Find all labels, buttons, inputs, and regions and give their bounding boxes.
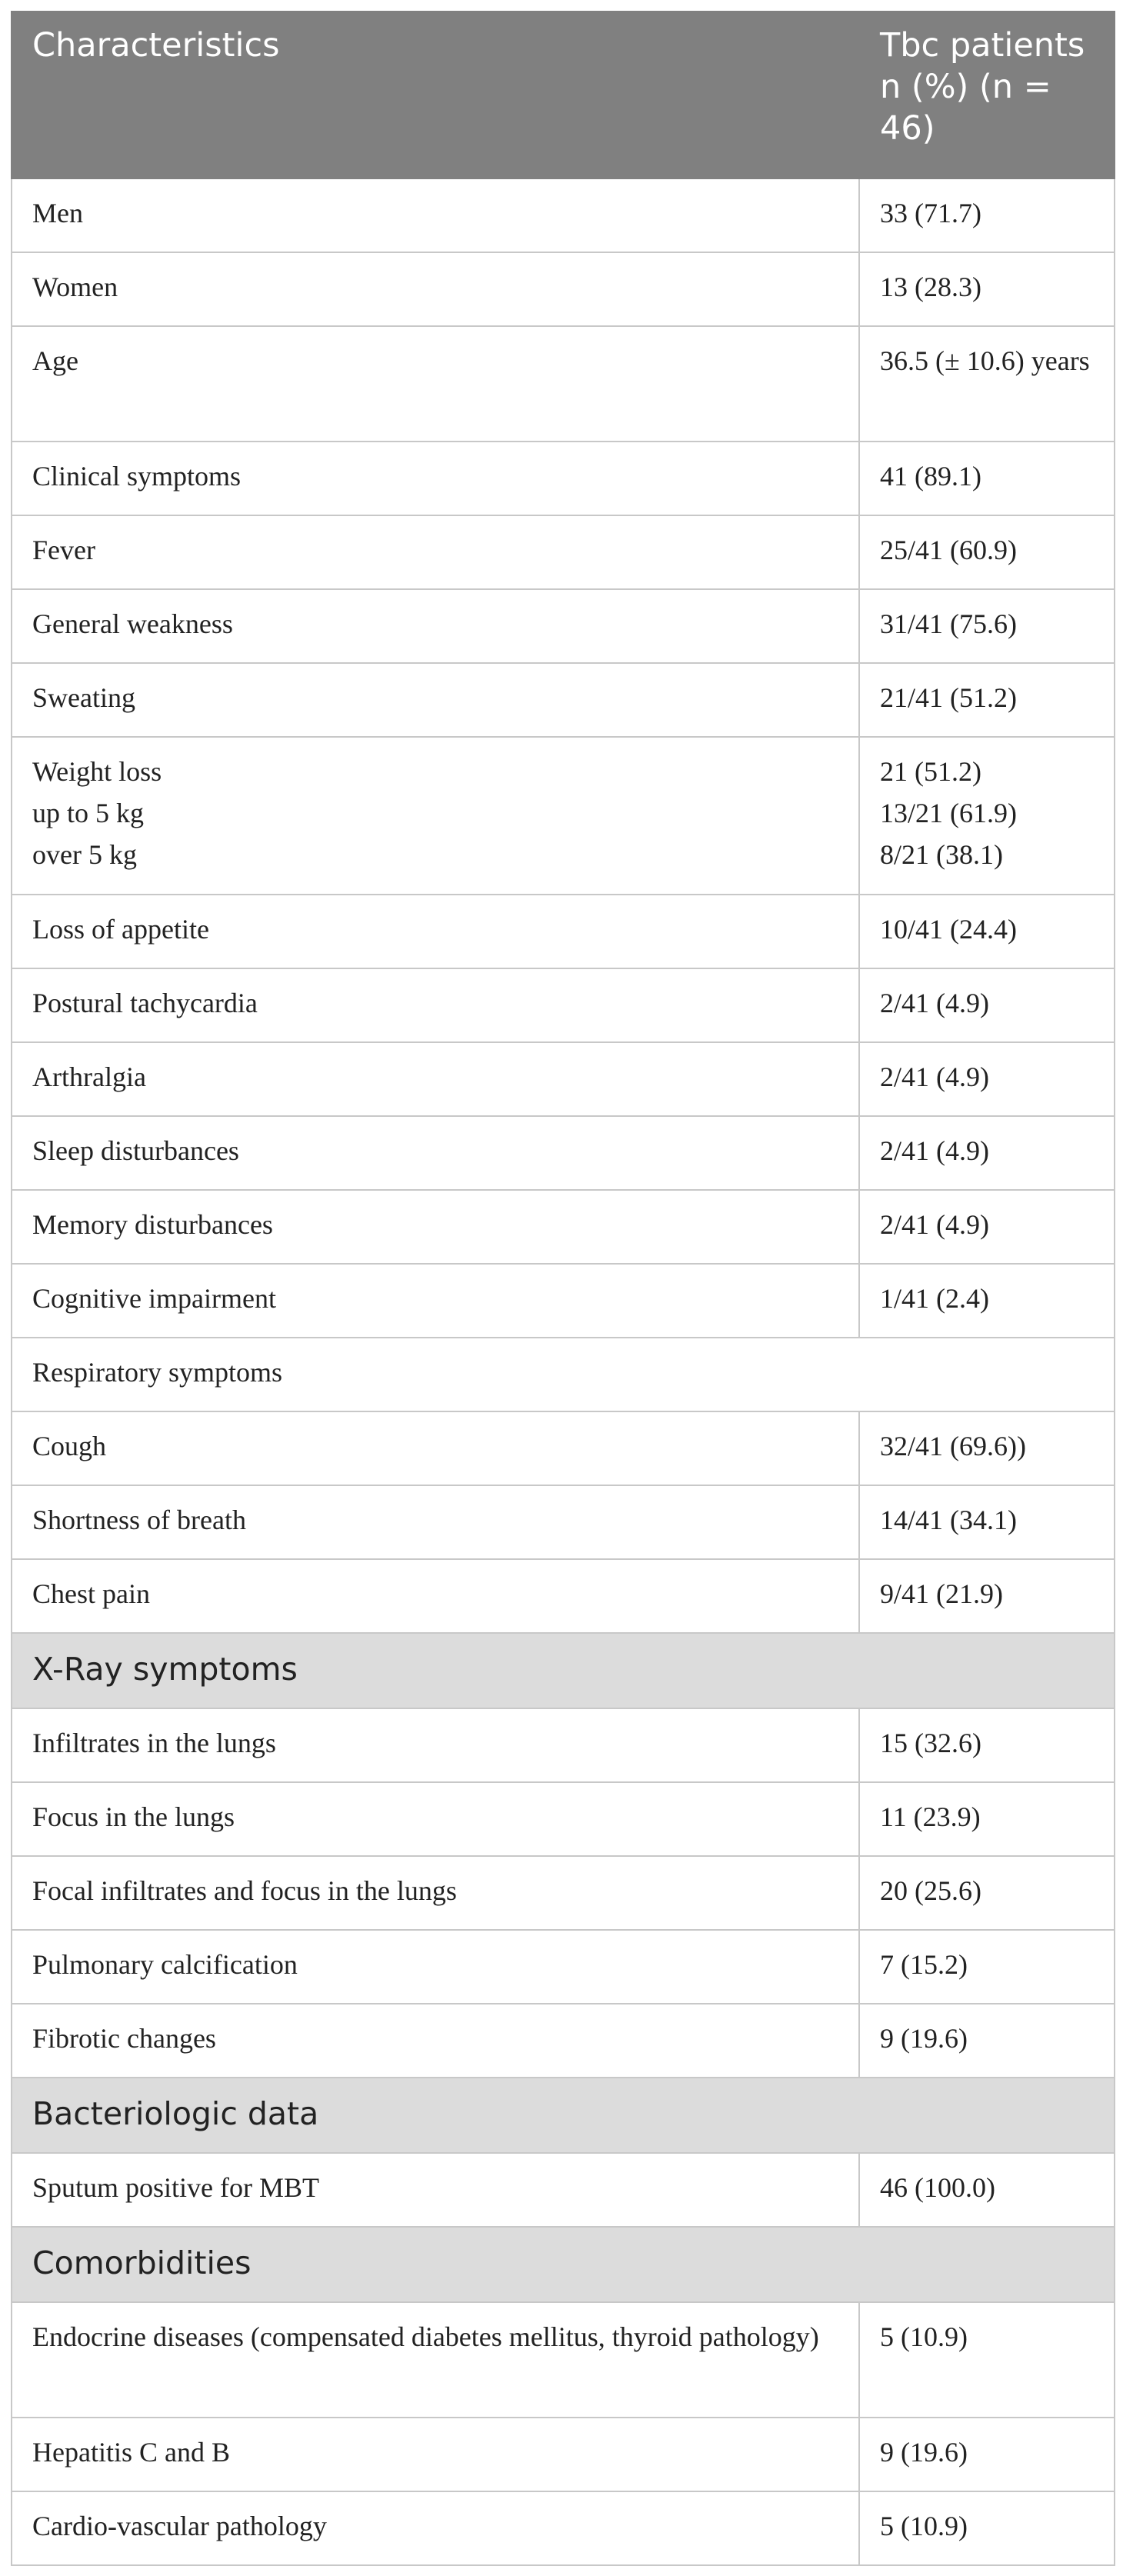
row-value: 2/41 (4.9) [859, 968, 1115, 1042]
row-label: Men [12, 178, 859, 252]
row-label: Sputum positive for MBT [12, 2153, 859, 2227]
row-value: 32/41 (69.6)) [859, 1411, 1115, 1485]
row-label: General weakness [12, 589, 859, 663]
table-row [12, 1264, 1115, 1338]
row-label: Clinical symptoms [12, 442, 859, 515]
row-label: Sweating [12, 663, 859, 737]
row-label: Chest pain [12, 1559, 859, 1633]
table-row [12, 515, 1115, 589]
row-value: 2/41 (4.9) [859, 1116, 1115, 1190]
row-label: Sleep disturbances [12, 1116, 859, 1190]
row-value: 15 (32.6) [859, 1708, 1115, 1782]
row-label: Postural tachycardia [12, 968, 859, 1042]
table-row [12, 2153, 1115, 2227]
row-label: Age [12, 326, 859, 442]
row-value: 5 (10.9) [859, 2302, 1115, 2418]
row-label: Fibrotic changes [12, 2004, 859, 2078]
table-row [12, 895, 1115, 968]
table-row [12, 326, 1115, 442]
row-value: 7 (15.2) [859, 1930, 1115, 2004]
table-row [12, 1559, 1115, 1633]
row-label: Loss of appetite [12, 895, 859, 968]
row-label: Cough [12, 1411, 859, 1485]
row-label: Pulmonary calcification [12, 1930, 859, 2004]
section-heading-bacteriologic: Bacteriologic data [12, 2078, 1115, 2153]
row-value: 31/41 (75.6) [859, 589, 1115, 663]
row-label: Focal infiltrates and focus in the lungs [12, 1856, 859, 1930]
row-label: Women [12, 252, 859, 326]
row-value: 25/41 (60.9) [859, 515, 1115, 589]
row-label: Shortness of breath [12, 1485, 859, 1559]
row-label: Memory disturbances [12, 1190, 859, 1264]
table-row [12, 1708, 1115, 1782]
table-row [12, 252, 1115, 326]
row-value: 20 (25.6) [859, 1856, 1115, 1930]
row-value: 46 (100.0) [859, 2153, 1115, 2227]
table-row [12, 442, 1115, 515]
row-label: Hepatitis C and B [12, 2418, 859, 2491]
table-row [12, 178, 1115, 252]
table-row [12, 2491, 1115, 2565]
table-row [12, 968, 1115, 1042]
table-row [12, 737, 1115, 895]
row-label-spanning: Respiratory symptoms [12, 1338, 1115, 1411]
row-value: 14/41 (34.1) [859, 1485, 1115, 1559]
table-row [12, 1116, 1115, 1190]
table-header-row [12, 12, 1115, 178]
row-value: 21/41 (51.2) [859, 663, 1115, 737]
table-row [12, 1042, 1115, 1116]
row-value: 10/41 (24.4) [859, 895, 1115, 968]
table-row [12, 2418, 1115, 2491]
characteristics-table [11, 11, 1115, 2566]
row-label: Endocrine diseases (compensated diabetes mellitus, thyroid pathology) [12, 2302, 859, 2418]
section-row [12, 2078, 1115, 2153]
row-value: 13 (28.3) [859, 252, 1115, 326]
row-value-line: 8/21 (38.1) [880, 839, 1003, 870]
row-label: Focus in the lungs [12, 1782, 859, 1856]
table-row [12, 1411, 1115, 1485]
row-value: 2/41 (4.9) [859, 1042, 1115, 1116]
table-row [12, 1485, 1115, 1559]
table-row [12, 1930, 1115, 2004]
header-characteristics: Characteristics [12, 12, 859, 178]
row-label: Arthralgia [12, 1042, 859, 1116]
row-label-line: up to 5 kg [32, 798, 145, 828]
table-row [12, 589, 1115, 663]
row-value: 9/41 (21.9) [859, 1559, 1115, 1633]
row-value: 1/41 (2.4) [859, 1264, 1115, 1338]
table-row [12, 663, 1115, 737]
row-value: 5 (10.9) [859, 2491, 1115, 2565]
table-row [12, 1190, 1115, 1264]
row-label: Cardio-vascular pathology [12, 2491, 859, 2565]
row-value: 9 (19.6) [859, 2004, 1115, 2078]
row-label: Infiltrates in the lungs [12, 1708, 859, 1782]
table-row [12, 2004, 1115, 2078]
section-row [12, 2227, 1115, 2302]
row-value: 9 (19.6) [859, 2418, 1115, 2491]
section-heading-comorbidities: Comorbidities [12, 2227, 1115, 2302]
section-row [12, 1633, 1115, 1708]
row-label: Fever [12, 515, 859, 589]
header-tbc-patients: Tbc patients n (%) (n = 46) [859, 12, 1115, 178]
table-row [12, 2302, 1115, 2418]
row-label [12, 737, 859, 895]
row-value: 2/41 (4.9) [859, 1190, 1115, 1264]
section-heading-xray: X-Ray symptoms [12, 1633, 1115, 1708]
row-value: 36.5 (± 10.6) years [859, 326, 1115, 442]
table-row [12, 1338, 1115, 1411]
row-value: 11 (23.9) [859, 1782, 1115, 1856]
table-row [12, 1856, 1115, 1930]
row-label: Cognitive impairment [12, 1264, 859, 1338]
row-value-line: 13/21 (61.9) [880, 798, 1017, 828]
characteristics-table-container [11, 11, 1114, 2566]
row-label-line: over 5 kg [32, 839, 137, 870]
row-value: 41 (89.1) [859, 442, 1115, 515]
row-value [859, 737, 1115, 895]
row-value-line: 21 (51.2) [880, 756, 981, 787]
row-value: 33 (71.7) [859, 178, 1115, 252]
table-row [12, 1782, 1115, 1856]
row-label-line: Weight loss [32, 756, 162, 787]
